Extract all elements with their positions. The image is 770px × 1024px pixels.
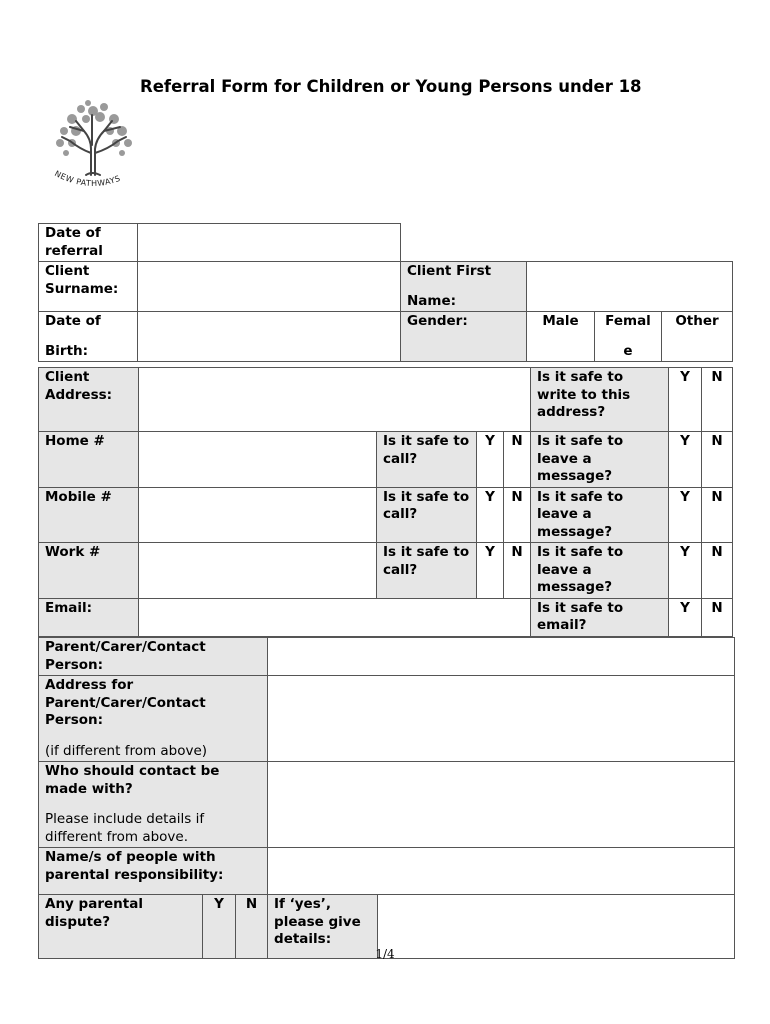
- work-label: Work #: [39, 543, 139, 599]
- safe-to-write-yes[interactable]: Y: [669, 368, 702, 432]
- parental-responsibility-label: Name/s of people with parental responsibility:: [39, 848, 268, 895]
- if-yes-details-label: If ‘yes’, please give details:: [268, 895, 378, 959]
- parent-details-table: [38, 637, 735, 959]
- safe-to-write-label: Is it safe to write to this address?: [531, 368, 669, 432]
- home-call-yes[interactable]: Y: [477, 432, 504, 488]
- client-first-name-field[interactable]: [527, 262, 733, 312]
- dob-label: [39, 312, 138, 362]
- gender-male-option[interactable]: Male: [527, 312, 595, 362]
- date-of-referral-label: Date of referral: [39, 224, 138, 262]
- work-call-no[interactable]: N: [504, 543, 531, 599]
- client-first-name-line1: Client First: [407, 263, 492, 279]
- mobile-field[interactable]: [139, 487, 377, 543]
- client-first-name-label: [401, 262, 527, 312]
- parent-carer-contact-label: Parent/Carer/Contact Person:: [39, 638, 268, 676]
- home-field[interactable]: [139, 432, 377, 488]
- mobile-leave-message-label: Is it safe to leave a message?: [531, 487, 669, 543]
- svg-text:NEW PATHWAYS: NEW PATHWAYS: [53, 168, 122, 189]
- dob-line2: Birth:: [45, 342, 89, 359]
- please-include-note: Please include details if different from above.: [45, 811, 205, 845]
- client-address-label: Client Address:: [39, 368, 139, 432]
- page-title: Referral Form for Children or Young Persons under 18: [140, 77, 642, 96]
- parent-address-heading: Address for Parent/Carer/Contact Person:: [45, 677, 206, 728]
- work-message-yes[interactable]: Y: [669, 543, 702, 599]
- parent-carer-contact-field[interactable]: [268, 638, 735, 676]
- work-message-no[interactable]: N: [702, 543, 733, 599]
- home-label: Home #: [39, 432, 139, 488]
- parent-address-label: [39, 676, 268, 762]
- work-field[interactable]: [139, 543, 377, 599]
- parental-dispute-no[interactable]: N: [236, 895, 268, 959]
- home-safe-to-call-label: Is it safe to call?: [377, 432, 477, 488]
- email-field[interactable]: [139, 598, 531, 636]
- home-message-yes[interactable]: Y: [669, 432, 702, 488]
- who-should-contact-heading: Who should contact be made with?: [45, 763, 220, 797]
- mobile-message-no[interactable]: N: [702, 487, 733, 543]
- client-address-field[interactable]: [139, 368, 531, 432]
- female-line2: e: [623, 342, 633, 359]
- parent-address-field[interactable]: [268, 676, 735, 762]
- contact-details-table: [38, 367, 733, 637]
- date-of-referral-field[interactable]: [138, 224, 401, 262]
- logo: [48, 97, 138, 197]
- home-message-no[interactable]: N: [702, 432, 733, 488]
- work-safe-to-call-label: Is it safe to call?: [377, 543, 477, 599]
- gender-female-option[interactable]: [595, 312, 662, 362]
- email-label: Email:: [39, 598, 139, 636]
- client-details-table: [38, 223, 733, 362]
- dob-field[interactable]: [138, 312, 401, 362]
- work-leave-message-label: Is it safe to leave a message?: [531, 543, 669, 599]
- who-should-contact-label: [39, 762, 268, 848]
- if-different-note: (if different from above): [45, 742, 208, 759]
- parental-responsibility-field[interactable]: [268, 848, 735, 895]
- parental-dispute-yes[interactable]: Y: [203, 895, 236, 959]
- mobile-message-yes[interactable]: Y: [669, 487, 702, 543]
- safe-to-write-no[interactable]: N: [702, 368, 733, 432]
- parental-dispute-label: Any parental dispute?: [39, 895, 203, 959]
- safe-to-email-no[interactable]: N: [702, 598, 733, 636]
- page-number: 1/4: [375, 947, 395, 961]
- mobile-safe-to-call-label: Is it safe to call?: [377, 487, 477, 543]
- safe-to-email-label: Is it safe to email?: [531, 598, 669, 636]
- mobile-label: Mobile #: [39, 487, 139, 543]
- mobile-call-yes[interactable]: Y: [477, 487, 504, 543]
- safe-to-email-yes[interactable]: Y: [669, 598, 702, 636]
- client-first-name-line2: Name:: [407, 292, 457, 309]
- dob-line1: Date of: [45, 313, 101, 329]
- client-surname-field[interactable]: [138, 262, 401, 312]
- home-leave-message-label: Is it safe to leave a message?: [531, 432, 669, 488]
- tree-icon: [48, 97, 138, 197]
- work-call-yes[interactable]: Y: [477, 543, 504, 599]
- female-line1: Femal: [605, 313, 651, 329]
- client-surname-label: Client Surname:: [39, 262, 138, 312]
- who-should-contact-field[interactable]: [268, 762, 735, 848]
- mobile-call-no[interactable]: N: [504, 487, 531, 543]
- gender-other-option[interactable]: Other: [662, 312, 733, 362]
- home-call-no[interactable]: N: [504, 432, 531, 488]
- gender-label: Gender:: [401, 312, 527, 362]
